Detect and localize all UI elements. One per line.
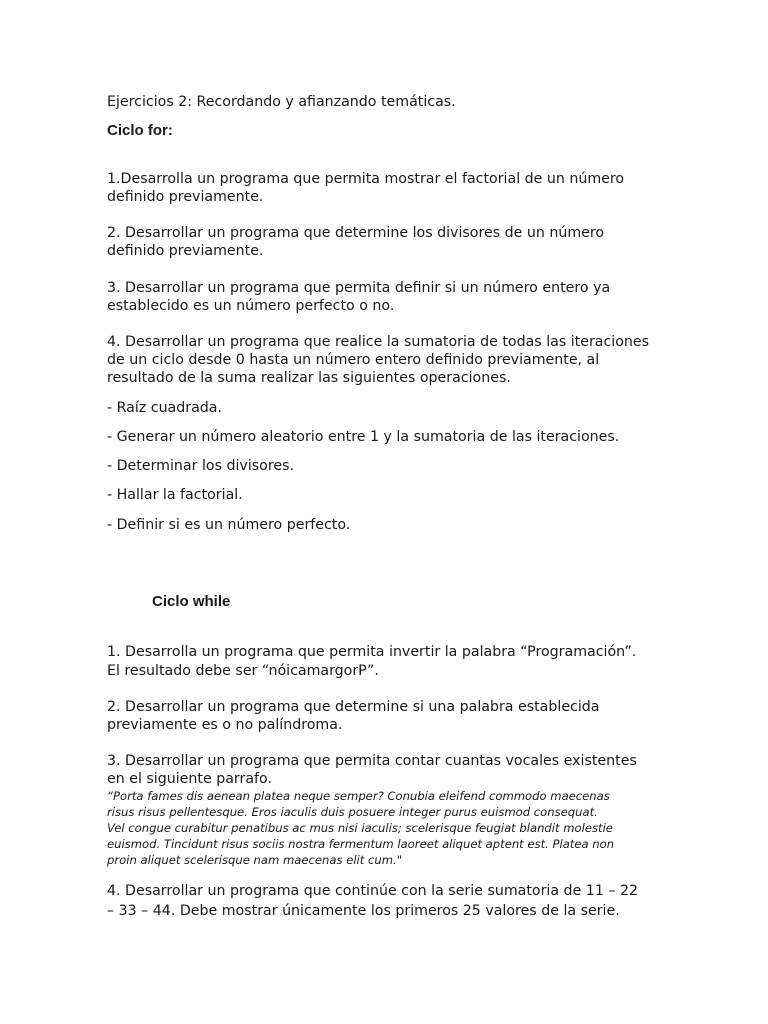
quote-line: euismod. Tincidunt risus sociis nostra fermentum laoreet aliquet aptent est. Platea non bbox=[107, 837, 615, 851]
exercise-line: 4. Desarrollar un programa que continúe con la serie sumatoria de 11 – 22 bbox=[107, 883, 639, 899]
quote-line: “Porta fames dis aenean platea neque semper? Conubia eleifend commodo maecenas bbox=[107, 789, 610, 803]
exercise-line: de un ciclo desde 0 hasta un número entero definido previamente, al bbox=[107, 352, 600, 368]
quote-line: risus risus pellentesque. Eros iaculis duis posuere integer purus euismod consequat. bbox=[107, 805, 598, 819]
exercise-line: 3. Desarrollar un programa que permita definir si un número entero ya bbox=[107, 280, 611, 296]
exercise-line: definido previamente. bbox=[107, 189, 264, 205]
document-title: Ejercicios 2: Recordando y afianzando temáticas. bbox=[107, 94, 456, 110]
exercise-line: resultado de la suma realizar las siguientes operaciones. bbox=[107, 370, 511, 386]
exercise-line: en el siguiente parrafo. bbox=[107, 771, 272, 787]
section-heading-while: Ciclo while bbox=[152, 593, 231, 610]
section-heading-for: Ciclo for: bbox=[107, 122, 173, 139]
exercise-line: definido previamente. bbox=[107, 243, 264, 259]
exercise-line: 2. Desarrollar un programa que determine los divisores de un número bbox=[107, 225, 605, 241]
exercise-line: 3. Desarrollar un programa que permita contar cuantas vocales existentes bbox=[107, 753, 637, 769]
exercise-line: 4. Desarrollar un programa que realice la sumatoria de todas las iteraciones bbox=[107, 334, 650, 350]
operation-item: - Hallar la factorial. bbox=[107, 487, 243, 503]
operation-item: - Determinar los divisores. bbox=[107, 458, 294, 474]
quote-line: proin aliquet scelerisque nam maecenas elit cum." bbox=[107, 853, 403, 867]
exercise-line: 1.Desarrolla un programa que permita mostrar el factorial de un número bbox=[107, 171, 625, 187]
exercise-line: establecido es un número perfecto o no. bbox=[107, 298, 395, 314]
exercise-line: El resultado debe ser “nóicamargorP”. bbox=[107, 663, 379, 679]
operation-item: - Raíz cuadrada. bbox=[107, 400, 222, 416]
operation-item: - Definir si es un número perfecto. bbox=[107, 517, 351, 533]
exercise-line: – 33 – 44. Debe mostrar únicamente los primeros 25 valores de la serie. bbox=[107, 903, 620, 919]
exercise-line: previamente es o no palíndroma. bbox=[107, 717, 343, 733]
exercise-line: 1. Desarrolla un programa que permita invertir la palabra “Programación”. bbox=[107, 644, 637, 660]
quote-line: Vel congue curabitur penatibus ac mus nisi iaculis; scelerisque feugiat blandit molestie bbox=[107, 821, 613, 835]
operation-item: - Generar un número aleatorio entre 1 y la sumatoria de las iteraciones. bbox=[107, 429, 620, 445]
exercise-line: 2. Desarrollar un programa que determine si una palabra establecida bbox=[107, 699, 600, 715]
